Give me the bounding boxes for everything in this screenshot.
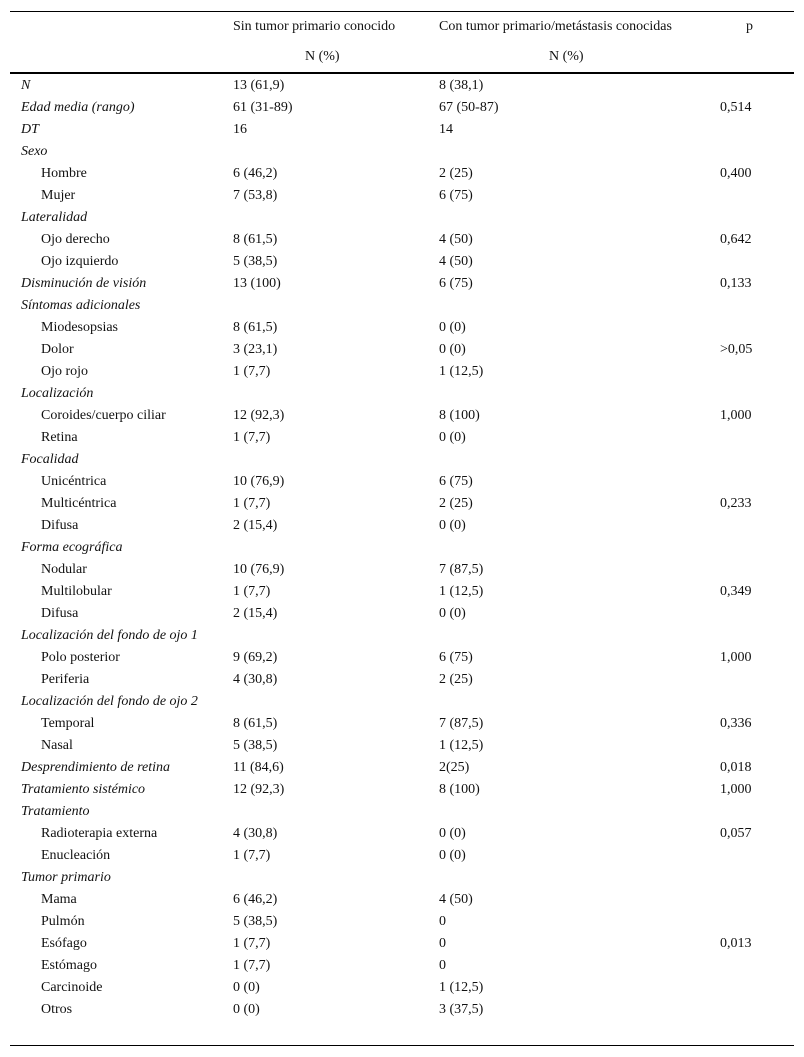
table-row	[0, 757, 804, 779]
cell-sin-tumor: 1 (7,7)	[233, 958, 271, 973]
cell-con-tumor: 1 (12,5)	[439, 980, 484, 995]
table-row	[0, 383, 804, 405]
cell-con-tumor: 0	[439, 958, 446, 973]
cell-con-tumor: 2(25)	[439, 760, 470, 775]
cell-con-tumor: 1 (12,5)	[439, 584, 484, 599]
table-row	[0, 669, 804, 691]
cell-con-tumor: 6 (75)	[439, 474, 473, 489]
cell-con-tumor: 2 (25)	[439, 166, 473, 181]
cell-con-tumor: 0 (0)	[439, 320, 466, 335]
table-row	[0, 823, 804, 845]
cell-con-tumor: 4 (50)	[439, 232, 473, 247]
row-label: N	[21, 78, 31, 93]
cell-con-tumor: 6 (75)	[439, 188, 473, 203]
cell-sin-tumor: 4 (30,8)	[233, 672, 278, 687]
row-label: Nodular	[41, 562, 87, 577]
cell-p-value: 0,057	[720, 826, 752, 841]
table-row	[0, 317, 804, 339]
table-row	[0, 735, 804, 757]
cell-p-value: 1,000	[720, 782, 752, 797]
row-label: Unicéntrica	[41, 474, 107, 489]
table-row	[0, 361, 804, 383]
cell-con-tumor: 2 (25)	[439, 496, 473, 511]
cell-con-tumor: 8 (38,1)	[439, 78, 484, 93]
row-label: Forma ecográfica	[21, 540, 123, 555]
table-row	[0, 581, 804, 603]
row-label: Tratamiento sistémico	[21, 782, 146, 797]
cell-sin-tumor: 2 (15,4)	[233, 518, 278, 533]
cell-sin-tumor: 8 (61,5)	[233, 320, 278, 335]
row-label: Difusa	[41, 518, 79, 533]
table-row	[0, 97, 804, 119]
cell-con-tumor: 14	[439, 122, 453, 137]
cell-sin-tumor: 8 (61,5)	[233, 232, 278, 247]
cell-con-tumor: 0 (0)	[439, 848, 466, 863]
table-row	[0, 471, 804, 493]
cell-con-tumor: 0 (0)	[439, 518, 466, 533]
row-label: Tratamiento	[21, 804, 90, 819]
table-row	[0, 911, 804, 933]
cell-p-value: 0,013	[720, 936, 752, 951]
cell-con-tumor: 7 (87,5)	[439, 716, 484, 731]
cell-con-tumor: 7 (87,5)	[439, 562, 484, 577]
table-top-rule	[10, 11, 794, 12]
row-label: Ojo derecho	[41, 232, 110, 247]
cell-p-value: 0,349	[720, 584, 752, 599]
cell-sin-tumor: 12 (92,3)	[233, 782, 285, 797]
row-label: Otros	[41, 1002, 73, 1017]
cell-sin-tumor: 2 (15,4)	[233, 606, 278, 621]
row-label: Nasal	[41, 738, 73, 753]
cell-con-tumor: 6 (75)	[439, 650, 473, 665]
row-label: Retina	[41, 430, 78, 445]
row-label: Enucleación	[41, 848, 111, 863]
cell-sin-tumor: 4 (30,8)	[233, 826, 278, 841]
table-row	[0, 999, 804, 1021]
cell-sin-tumor: 1 (7,7)	[233, 496, 271, 511]
table-row	[0, 603, 804, 625]
table-row	[0, 625, 804, 647]
table-row	[0, 119, 804, 141]
row-label: Carcinoide	[41, 980, 103, 995]
header-sub-n-pct-a: N (%)	[305, 49, 340, 64]
row-label: Multilobular	[41, 584, 112, 599]
cell-con-tumor: 67 (50-87)	[439, 100, 499, 115]
cell-con-tumor: 3 (37,5)	[439, 1002, 484, 1017]
table-row	[0, 251, 804, 273]
cell-sin-tumor: 16	[233, 122, 247, 137]
table-row	[0, 75, 804, 97]
cell-con-tumor: 0 (0)	[439, 826, 466, 841]
cell-con-tumor: 0 (0)	[439, 606, 466, 621]
table-row	[0, 801, 804, 823]
cell-sin-tumor: 5 (38,5)	[233, 914, 278, 929]
table-row	[0, 889, 804, 911]
cell-sin-tumor: 61 (31-89)	[233, 100, 293, 115]
header-col-con-tumor: Con tumor primario/metástasis conocidas	[439, 19, 672, 34]
cell-sin-tumor: 12 (92,3)	[233, 408, 285, 423]
cell-con-tumor: 0	[439, 936, 446, 951]
table-row	[0, 559, 804, 581]
row-label: Disminución de visión	[21, 276, 147, 291]
cell-sin-tumor: 1 (7,7)	[233, 430, 271, 445]
table-row	[0, 427, 804, 449]
row-label: Localización del fondo de ojo 1	[21, 628, 198, 643]
cell-sin-tumor: 0 (0)	[233, 980, 260, 995]
cell-sin-tumor: 3 (23,1)	[233, 342, 278, 357]
table-row	[0, 295, 804, 317]
table-row	[0, 977, 804, 999]
cell-con-tumor: 8 (100)	[439, 782, 480, 797]
table-row	[0, 405, 804, 427]
row-label: Mujer	[41, 188, 76, 203]
cell-sin-tumor: 10 (76,9)	[233, 562, 285, 577]
table-row	[0, 229, 804, 251]
row-label: Pulmón	[41, 914, 85, 929]
cell-sin-tumor: 7 (53,8)	[233, 188, 278, 203]
table-row	[0, 691, 804, 713]
table-row	[0, 339, 804, 361]
cell-p-value: 0,133	[720, 276, 752, 291]
cell-sin-tumor: 8 (61,5)	[233, 716, 278, 731]
cell-con-tumor: 2 (25)	[439, 672, 473, 687]
row-label: Periferia	[41, 672, 90, 687]
cell-sin-tumor: 13 (61,9)	[233, 78, 285, 93]
cell-sin-tumor: 1 (7,7)	[233, 364, 271, 379]
table-row	[0, 713, 804, 735]
cell-p-value: 0,642	[720, 232, 752, 247]
row-label: Hombre	[41, 166, 87, 181]
table-bottom-rule	[10, 1045, 794, 1046]
header-col-sin-tumor: Sin tumor primario conocido	[233, 19, 396, 34]
header-col-p: p	[746, 19, 753, 34]
table-body	[0, 75, 804, 1021]
cell-sin-tumor: 10 (76,9)	[233, 474, 285, 489]
table-row	[0, 273, 804, 295]
table-row	[0, 779, 804, 801]
cell-p-value: 0,400	[720, 166, 752, 181]
row-label: Desprendimiento de retina	[21, 760, 171, 775]
row-label: Multicéntrica	[41, 496, 117, 511]
cell-sin-tumor: 5 (38,5)	[233, 254, 278, 269]
row-label: Localización	[21, 386, 94, 401]
table-row	[0, 515, 804, 537]
row-label: Coroides/cuerpo ciliar	[41, 408, 166, 423]
row-label: Dolor	[41, 342, 74, 357]
cell-con-tumor: 0 (0)	[439, 430, 466, 445]
cell-con-tumor: 4 (50)	[439, 254, 473, 269]
cell-p-value: 0,018	[720, 760, 752, 775]
cell-con-tumor: 8 (100)	[439, 408, 480, 423]
row-label: Esófago	[41, 936, 87, 951]
row-label: Difusa	[41, 606, 79, 621]
table-row	[0, 449, 804, 471]
row-label: Mama	[41, 892, 77, 907]
cell-sin-tumor: 0 (0)	[233, 1002, 260, 1017]
row-label: Sexo	[21, 144, 48, 159]
table-row	[0, 185, 804, 207]
row-label: DT	[21, 122, 39, 137]
row-label: Ojo rojo	[41, 364, 89, 379]
table-row	[0, 867, 804, 889]
cell-p-value: 1,000	[720, 408, 752, 423]
row-label: Tumor primario	[21, 870, 111, 885]
cell-p-value: 1,000	[720, 650, 752, 665]
cell-sin-tumor: 5 (38,5)	[233, 738, 278, 753]
row-label: Miodesopsias	[41, 320, 118, 335]
cell-p-value: 0,233	[720, 496, 752, 511]
row-label: Lateralidad	[21, 210, 88, 225]
table-row	[0, 647, 804, 669]
cell-sin-tumor: 13 (100)	[233, 276, 281, 291]
table-row	[0, 141, 804, 163]
row-label: Radioterapia externa	[41, 826, 158, 841]
row-label: Estómago	[41, 958, 97, 973]
cell-con-tumor: 6 (75)	[439, 276, 473, 291]
row-label: Edad media (rango)	[21, 100, 135, 115]
cell-con-tumor: 1 (12,5)	[439, 364, 484, 379]
cell-p-value: >0,05	[720, 342, 753, 357]
table-row	[0, 955, 804, 977]
row-label: Focalidad	[21, 452, 79, 467]
cell-sin-tumor: 1 (7,7)	[233, 936, 271, 951]
table-row	[0, 537, 804, 559]
row-label: Polo posterior	[41, 650, 120, 665]
cell-sin-tumor: 6 (46,2)	[233, 892, 278, 907]
cell-sin-tumor: 6 (46,2)	[233, 166, 278, 181]
cell-con-tumor: 0	[439, 914, 446, 929]
cell-p-value: 0,336	[720, 716, 752, 731]
row-label: Localización del fondo de ojo 2	[21, 694, 198, 709]
cell-sin-tumor: 1 (7,7)	[233, 584, 271, 599]
table-row	[0, 207, 804, 229]
cell-sin-tumor: 11 (84,6)	[233, 760, 284, 775]
cell-sin-tumor: 9 (69,2)	[233, 650, 278, 665]
table-row	[0, 845, 804, 867]
table-row	[0, 163, 804, 185]
cell-con-tumor: 0 (0)	[439, 342, 466, 357]
row-label: Ojo izquierdo	[41, 254, 119, 269]
table-row	[0, 933, 804, 955]
header-rule	[10, 72, 794, 74]
table-row	[0, 493, 804, 515]
cell-con-tumor: 1 (12,5)	[439, 738, 484, 753]
row-label: Síntomas adicionales	[21, 298, 141, 313]
row-label: Temporal	[41, 716, 95, 731]
cell-con-tumor: 4 (50)	[439, 892, 473, 907]
cell-sin-tumor: 1 (7,7)	[233, 848, 271, 863]
header-sub-n-pct-b: N (%)	[549, 49, 584, 64]
cell-p-value: 0,514	[720, 100, 752, 115]
